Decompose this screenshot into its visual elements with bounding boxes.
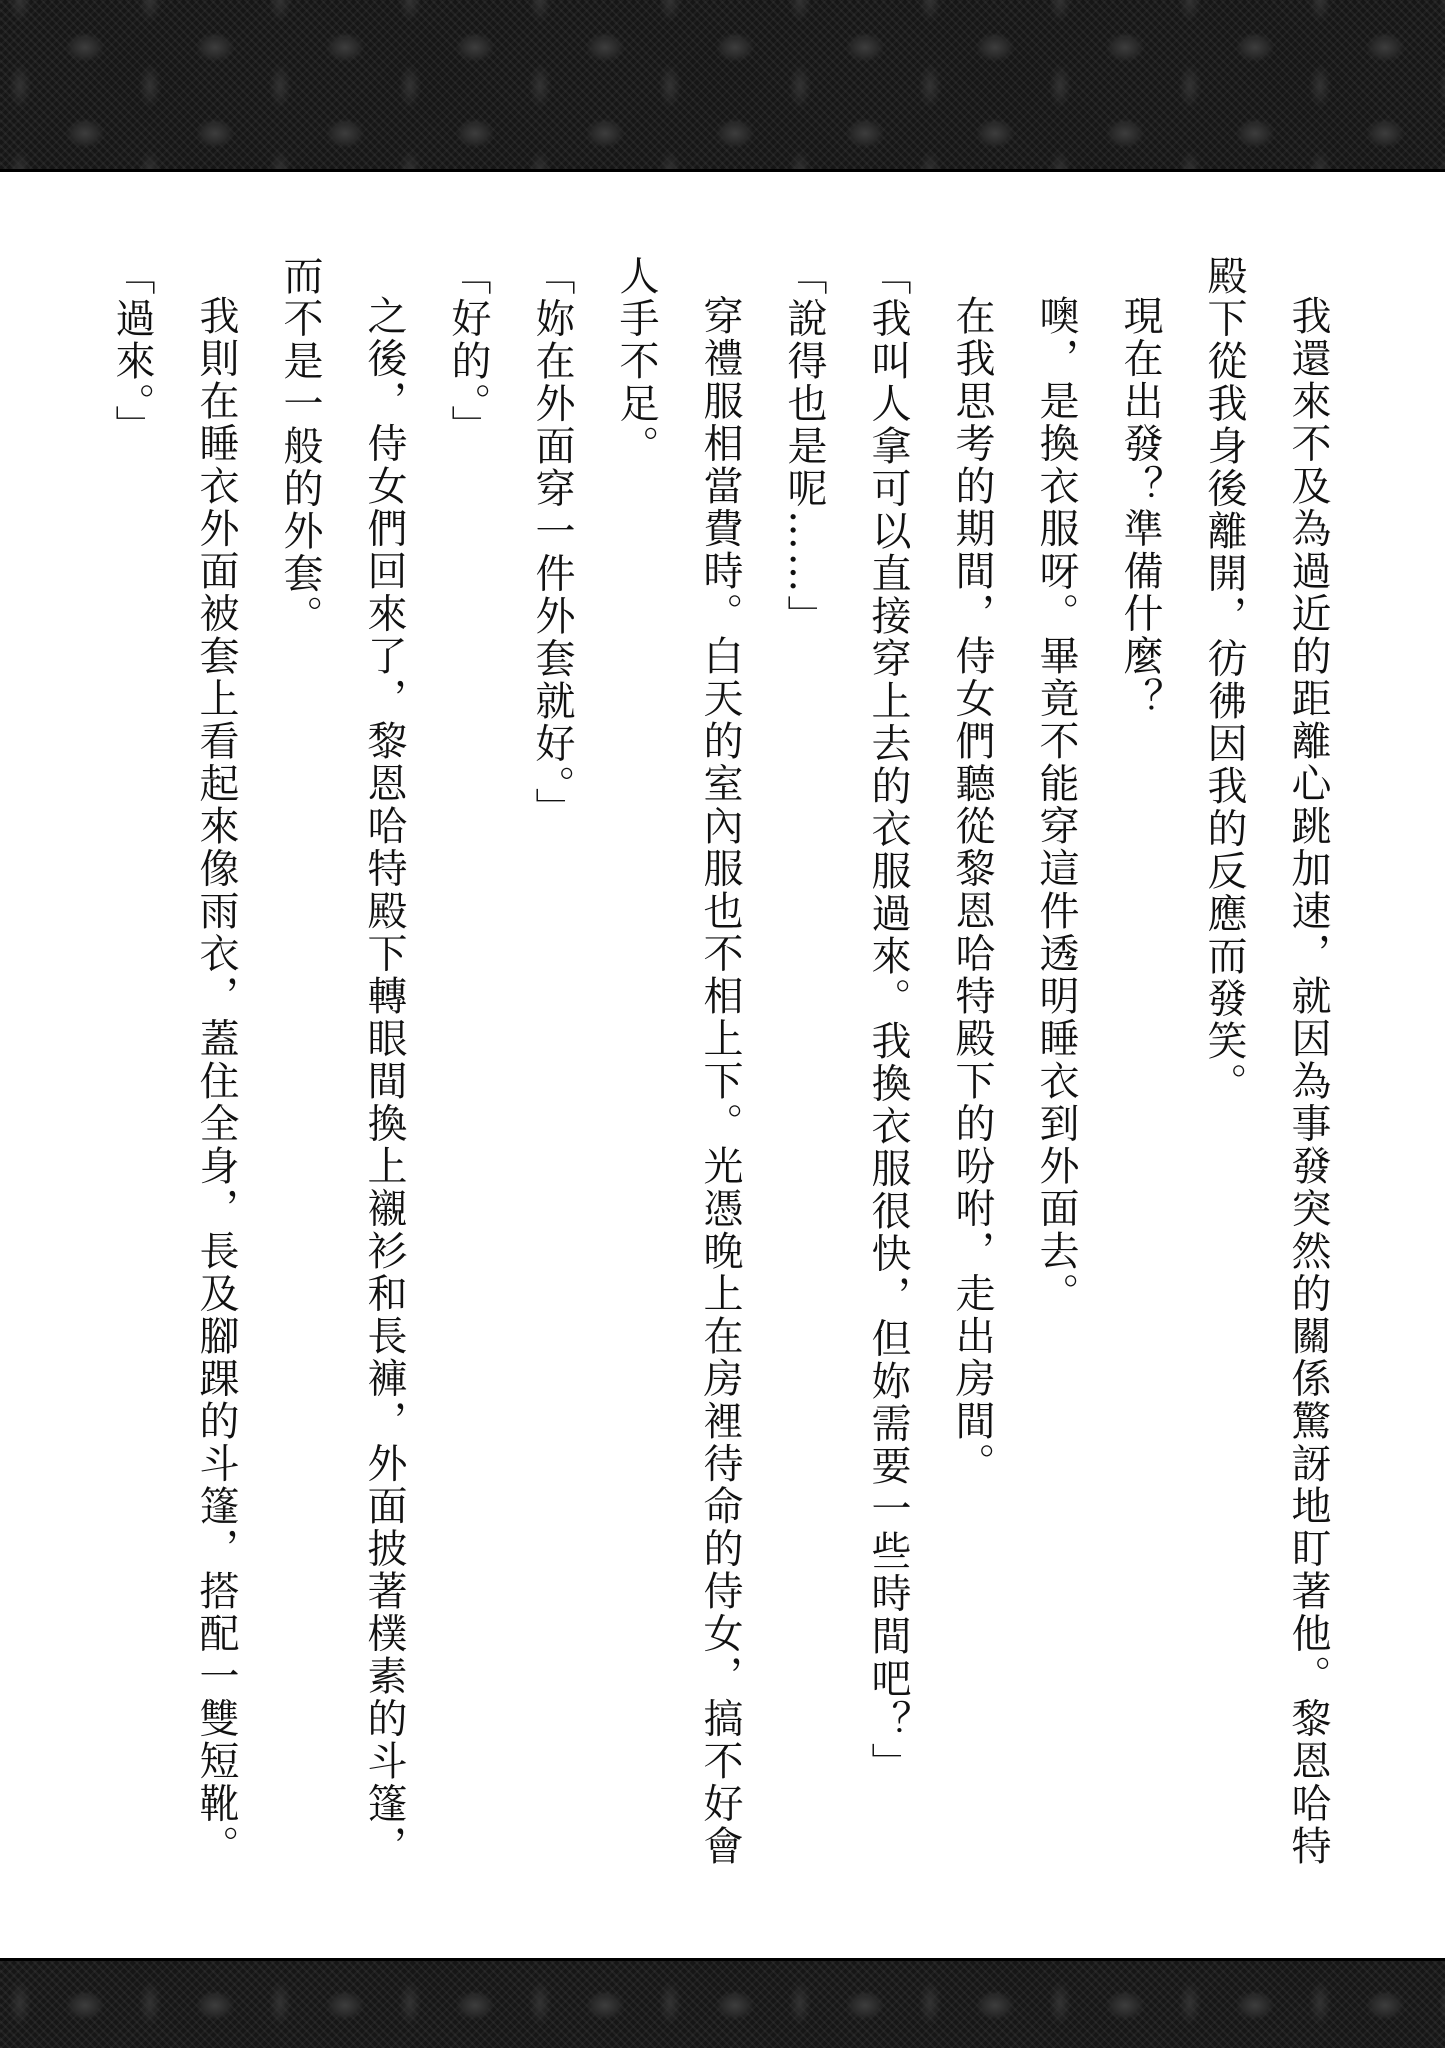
paragraph: 我還來不及為過近的距離心跳加速，就因為事發突然的關係驚訝地盯著他。黎恩哈特殿下從我身後離開，彷彿因我的反應而發笑。 <box>1201 255 1331 1868</box>
paragraph: 之後，侍女們回來了，黎恩哈特殿下轉眼間換上襯衫和長褲，外面披著樸素的斗篷，而不是一般的外套。 <box>277 255 407 1868</box>
dialogue-line: 「我叫人拿可以直接穿上去的衣服過來。我換衣服很快，但妳需要一些時間吧？」 <box>865 255 911 1785</box>
dialogue-line: 「說得也是呢……」 <box>781 255 827 638</box>
paragraph: 我則在睡衣外面被套上看起來像雨衣，蓋住全身，長及腳踝的斗篷，搭配一雙短靴。 <box>193 295 239 1868</box>
decorative-top-border <box>0 0 1445 172</box>
dialogue-line: 「好的。」 <box>445 255 491 448</box>
paragraph: 噢，是換衣服呀。畢竟不能穿這件透明睡衣到外面去。 <box>1033 295 1079 1315</box>
dialogue-line: 「妳在外面穿一件外套就好。」 <box>529 255 575 830</box>
paragraph: 在我思考的期間，侍女們聽從黎恩哈特殿下的吩咐，走出房間。 <box>949 295 995 1485</box>
paragraph: 穿禮服相當費時。白天的室內服也不相上下。光憑晚上在房裡待命的侍女，搞不好會人手不足。 <box>613 255 743 1868</box>
dialogue-line: 「過來。」 <box>109 255 155 448</box>
vertical-text-body <box>90 255 1350 1895</box>
paragraph: 現在出發？準備什麼？ <box>1117 295 1163 720</box>
decorative-bottom-border <box>0 1958 1445 2048</box>
